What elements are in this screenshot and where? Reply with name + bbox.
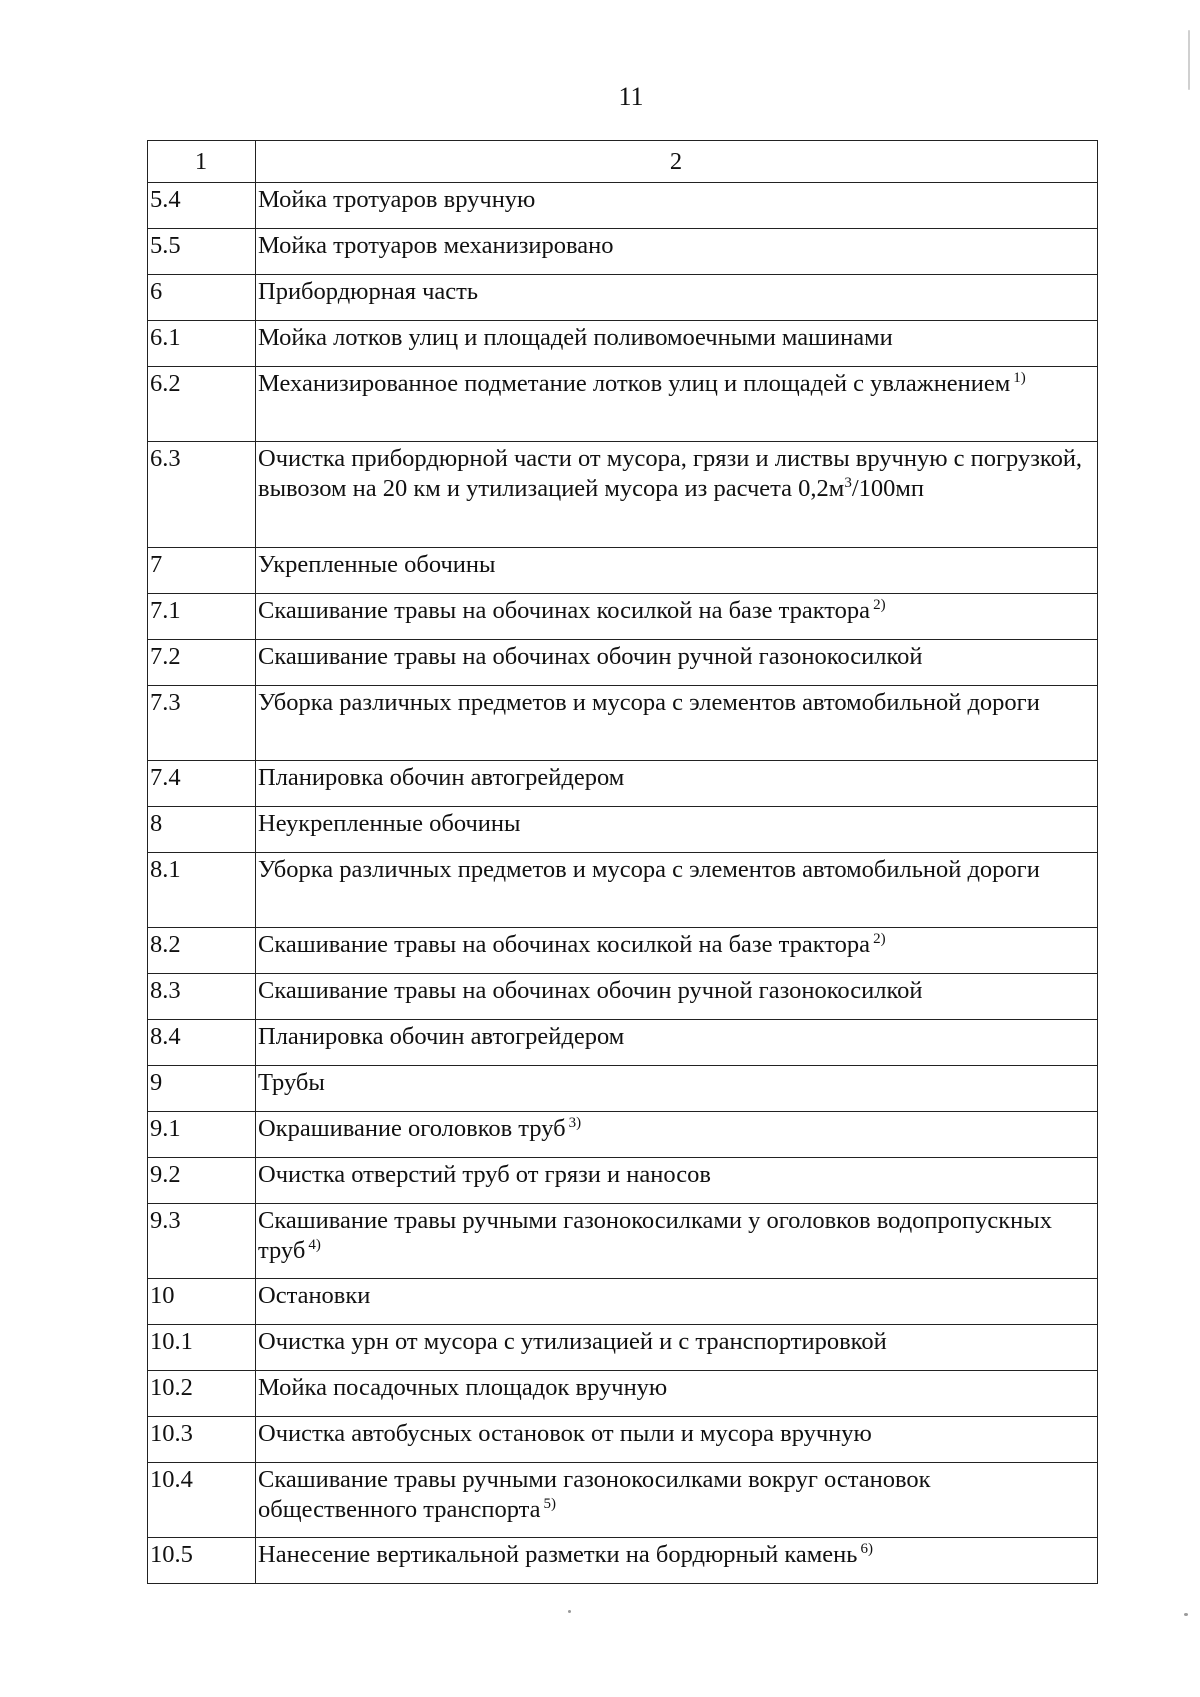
item-description	[256, 442, 1098, 548]
item-description	[256, 1204, 1098, 1279]
table-row	[148, 1204, 1098, 1279]
table-row	[148, 928, 1098, 974]
item-description	[256, 1371, 1098, 1417]
item-description	[256, 1325, 1098, 1371]
item-number: 8.3	[148, 974, 256, 1020]
item-number: 8.1	[148, 853, 256, 928]
item-text: Механизированное подметание лотков улиц и площадей с увлажнением	[258, 370, 1011, 397]
footnote-marker: 4)	[308, 1237, 321, 1253]
item-text: Неукрепленные обочины	[258, 810, 521, 837]
item-text: Уборка различных предметов и мусора с элементов автомобильной дороги	[258, 689, 1040, 716]
item-description	[256, 761, 1098, 807]
item-text: Остановки	[258, 1282, 371, 1309]
item-text: Нанесение вертикальной разметки на бордюрный камень	[258, 1541, 858, 1568]
item-text: Мойка тротуаров вручную	[258, 186, 536, 213]
item-number: 6.2	[148, 367, 256, 442]
item-description	[256, 229, 1098, 275]
item-number: 8	[148, 807, 256, 853]
item-text: Скашивание травы на обочинах обочин ручной газонокосилкой	[258, 643, 923, 670]
item-description	[256, 928, 1098, 974]
table-row	[148, 761, 1098, 807]
item-text: Мойка посадочных площадок вручную	[258, 1374, 668, 1401]
item-number: 5.4	[148, 183, 256, 229]
item-number: 7.2	[148, 640, 256, 686]
item-description	[256, 594, 1098, 640]
item-text: Уборка различных предметов и мусора с элементов автомобильной дороги	[258, 856, 1040, 883]
item-number: 9.2	[148, 1158, 256, 1204]
item-description	[256, 1158, 1098, 1204]
item-number: 7.3	[148, 686, 256, 761]
item-number: 10.5	[148, 1538, 256, 1584]
item-text: Скашивание травы ручными газонокосилками у оголовков водопропускных труб	[258, 1207, 1052, 1264]
item-number: 7	[148, 548, 256, 594]
column-header-number: 1	[148, 141, 256, 183]
item-text-unit: /100мп	[851, 475, 924, 502]
table-row	[148, 442, 1098, 548]
item-text: Очистка автобусных остановок от пыли и мусора вручную	[258, 1420, 872, 1447]
item-description	[256, 321, 1098, 367]
item-number: 6.3	[148, 442, 256, 548]
item-number: 9.1	[148, 1112, 256, 1158]
scan-speck	[1188, 30, 1190, 90]
scan-speck	[568, 1610, 571, 1613]
item-text: Трубы	[258, 1069, 325, 1096]
table-row	[148, 1417, 1098, 1463]
table-row	[148, 1538, 1098, 1584]
item-description	[256, 1112, 1098, 1158]
table-row	[148, 183, 1098, 229]
table-row	[148, 640, 1098, 686]
footnote-marker: 1)	[1013, 370, 1026, 386]
item-number: 6.1	[148, 321, 256, 367]
item-description	[256, 548, 1098, 594]
table-header-row	[148, 141, 1098, 183]
table-row	[148, 229, 1098, 275]
item-text: Очистка отверстий труб от грязи и наносов	[258, 1161, 711, 1188]
scan-speck	[1184, 1613, 1188, 1616]
footnote-marker: 6)	[860, 1541, 873, 1557]
footnote-marker: 5)	[543, 1496, 557, 1512]
item-number: 10	[148, 1279, 256, 1325]
item-number: 5.5	[148, 229, 256, 275]
item-description	[256, 640, 1098, 686]
item-number: 8.2	[148, 928, 256, 974]
item-text: Очистка прибордюрной части от мусора, грязи и листвы вручную с погрузкой, вывозом на 20 км и утилизацией мусора из расчета 0,2м	[258, 445, 1083, 502]
item-number: 10.1	[148, 1325, 256, 1371]
item-number: 9	[148, 1066, 256, 1112]
item-text: Прибордюрная часть	[258, 278, 479, 305]
item-text: Скашивание травы на обочинах косилкой на базе трактора	[258, 931, 871, 958]
table-row	[148, 321, 1098, 367]
item-text: Очистка урн от мусора с утилизацией и с транспортировкой	[258, 1328, 887, 1355]
item-description	[256, 807, 1098, 853]
item-number: 7.1	[148, 594, 256, 640]
item-text: Скашивание травы на обочинах косилкой на базе трактора	[258, 597, 871, 624]
table-row	[148, 1279, 1098, 1325]
item-description	[256, 183, 1098, 229]
item-text: Мойка лотков улиц и площадей поливомоечными машинами	[258, 324, 893, 351]
item-description	[256, 367, 1098, 442]
item-description	[256, 1463, 1098, 1538]
table-row	[148, 1112, 1098, 1158]
table-row	[148, 974, 1098, 1020]
item-number: 10.2	[148, 1371, 256, 1417]
item-description	[256, 275, 1098, 321]
table-row	[148, 1066, 1098, 1112]
item-number: 6	[148, 275, 256, 321]
table-row	[148, 853, 1098, 928]
item-description	[256, 853, 1098, 928]
item-description	[256, 1417, 1098, 1463]
work-items-table	[147, 140, 1098, 1584]
item-text: Скашивание травы на обочинах обочин ручной газонокосилкой	[258, 977, 923, 1004]
item-text: Мойка тротуаров механизировано	[258, 232, 614, 259]
item-number: 8.4	[148, 1020, 256, 1066]
item-text: Скашивание травы ручными газонокосилками вокруг остановок общественного транспорта	[258, 1466, 931, 1523]
item-text: Окрашивание оголовков труб	[258, 1115, 566, 1142]
item-description	[256, 1279, 1098, 1325]
table-row	[148, 1463, 1098, 1538]
item-number: 10.4	[148, 1463, 256, 1538]
footnote-marker: 3)	[568, 1115, 582, 1131]
item-number: 10.3	[148, 1417, 256, 1463]
item-number: 7.4	[148, 761, 256, 807]
item-description	[256, 1538, 1098, 1584]
item-text: Планировка обочин автогрейдером	[258, 1023, 625, 1050]
footnote-marker: 2)	[873, 597, 886, 613]
table-row	[148, 686, 1098, 761]
page-number: 11	[618, 82, 644, 111]
table-row	[148, 548, 1098, 594]
item-text: Планировка обочин автогрейдером	[258, 764, 625, 791]
table-row	[148, 807, 1098, 853]
footnote-marker: 2)	[873, 931, 886, 947]
column-header-description: 2	[256, 141, 1098, 183]
table-row	[148, 1020, 1098, 1066]
unit-superscript: 3	[844, 475, 852, 491]
item-description	[256, 974, 1098, 1020]
item-description	[256, 1020, 1098, 1066]
table-row	[148, 594, 1098, 640]
table-row	[148, 367, 1098, 442]
item-description	[256, 1066, 1098, 1112]
table-row	[148, 1371, 1098, 1417]
table-row	[148, 1158, 1098, 1204]
item-text: Укрепленные обочины	[258, 551, 496, 578]
item-number: 9.3	[148, 1204, 256, 1279]
table-row	[148, 275, 1098, 321]
item-description	[256, 686, 1098, 761]
table-row	[148, 1325, 1098, 1371]
